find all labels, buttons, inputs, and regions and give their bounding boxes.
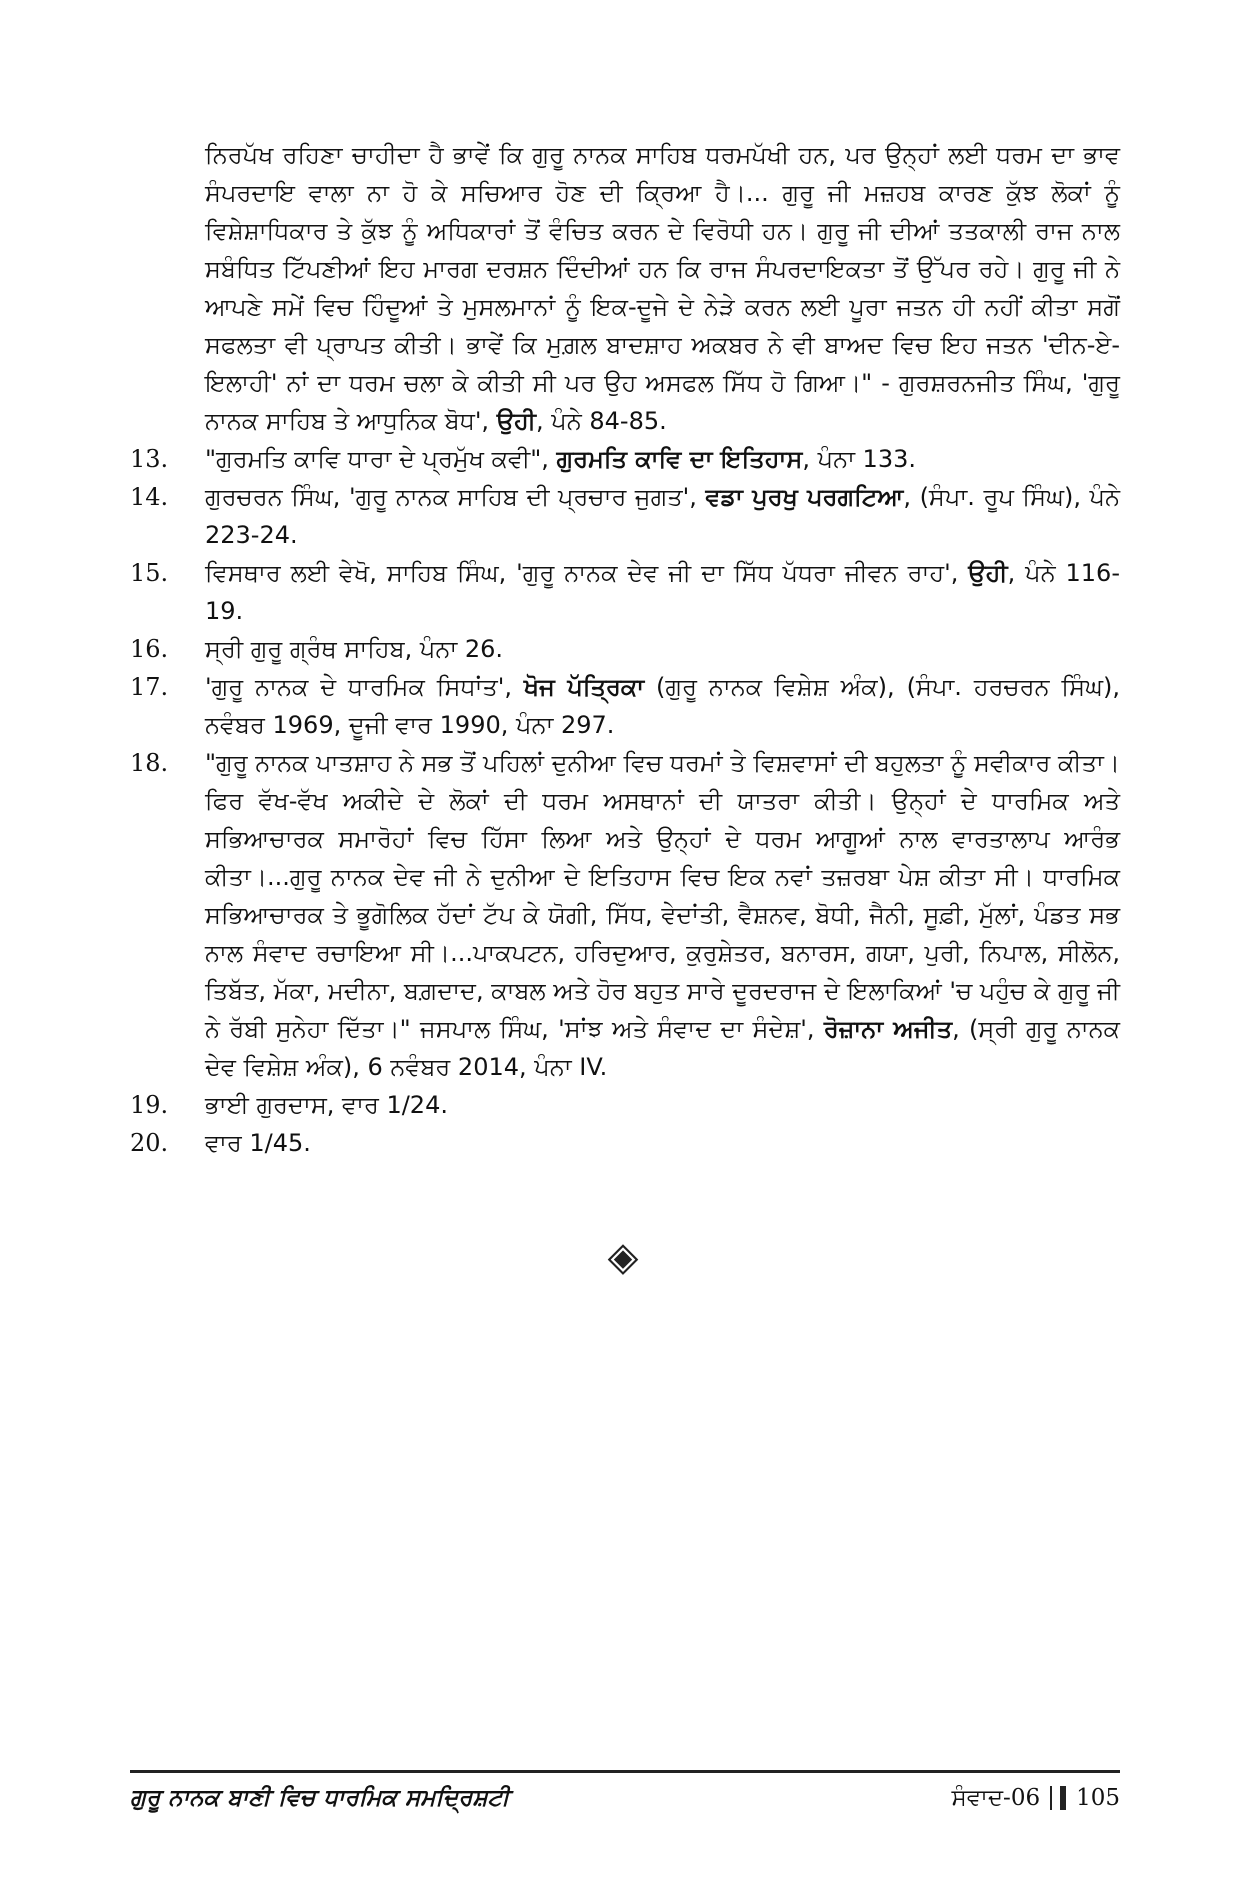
endnote-text-c: (ਗੁਰੂ ਨਾਨਕ ਵਿਸ਼ੇਸ਼ ਅੰਕ), (ਸੰਪਾ. ਹਰਚਰਨ ਸਿੰਘ), ਨਵੰਬਰ 1969, ਦੂਜੀ ਵਾਰ 1990, ਪੰਨਾ 297. bbox=[205, 673, 1120, 739]
endnote bbox=[130, 440, 1120, 478]
endnote-text bbox=[205, 440, 1120, 478]
endnote-text-c: , ਪੰਨੇ 116-19. bbox=[205, 559, 1120, 625]
endnote-text-a: ਗੁਰਚਰਨ ਸਿੰਘ, 'ਗੁਰੂ ਨਾਨਕ ਸਾਹਿਬ ਦੀ ਪ੍ਰਚਾਰ ਜੁਗਤ', bbox=[205, 483, 706, 511]
endnote-number: 13. bbox=[130, 445, 169, 473]
endnote bbox=[130, 668, 1120, 744]
page-content bbox=[130, 136, 1120, 1162]
endnote-text-c: , ਪੰਨਾ 133. bbox=[802, 445, 916, 473]
endnote bbox=[130, 1086, 1120, 1124]
footer-right bbox=[952, 1785, 1120, 1811]
endnote-number: 14. bbox=[130, 483, 169, 511]
footer-rule bbox=[130, 1770, 1120, 1773]
page-footer bbox=[130, 1778, 1120, 1818]
running-title: ਗੁਰੂ ਨਾਨਕ ਬਾਣੀ ਵਿਚ ਧਾਰਮਿਕ ਸਮਦ੍ਰਿਸ਼ਟੀ bbox=[130, 1785, 510, 1811]
section-end-ornament-icon: ◈ bbox=[607, 1234, 639, 1280]
endnote bbox=[130, 554, 1120, 630]
series-label: ਸੰਵਾਦ-06 bbox=[951, 1785, 1041, 1811]
endnote-text bbox=[205, 554, 1120, 630]
endnote-title: ਗੁਰਮਤਿ ਕਾਵਿ ਦਾ ਇਤਿਹਾਸ bbox=[556, 445, 803, 473]
endnote-text bbox=[205, 1124, 1120, 1162]
endnote-text-c: , (ਸ੍ਰੀ ਗੁਰੂ ਨਾਨਕ ਦੇਵ ਵਿਸ਼ੇਸ਼ ਅੰਕ), 6 ਨਵੰਬਰ 2014, ਪੰਨਾ IV. bbox=[205, 1015, 1120, 1081]
endnote-number: 16. bbox=[130, 635, 169, 663]
endnote-title: ਰੋਜ਼ਾਨਾ ਅਜੀਤ bbox=[823, 1015, 953, 1043]
endnote-title: ਵਡਾ ਪੁਰਖੁ ਪਰਗਟਿਆ bbox=[705, 483, 904, 511]
endnote-text-a: ਵਾਰ 1/45. bbox=[205, 1129, 311, 1157]
bars-icon bbox=[1050, 1786, 1066, 1810]
endnote bbox=[130, 478, 1120, 554]
endnote-text bbox=[205, 744, 1120, 1086]
endnote-title: ਉਹੀ bbox=[968, 559, 1008, 587]
intro-text: ਨਿਰਪੱਖ ਰਹਿਣਾ ਚਾਹੀਦਾ ਹੈ ਭਾਵੇਂ ਕਿ ਗੁਰੂ ਨਾਨਕ ਸਾਹਿਬ ਧਰਮਪੱਖੀ ਹਨ, ਪਰ ਉਨ੍ਹਾਂ ਲਈ ਧਰਮ ਦਾ ਭਾਵ ਸੰਪਰਦਾਇ ਵਾਲਾ ਨਾ ਹੋ ਕੇ ਸਚਿਆਰ ਹੋਣ ਦੀ ਕ੍ਰਿਆ ਹੈ।... ਗੁਰੂ ਜੀ ਮਜ਼ਹਬ ਕਾਰਣ ਕੁੱਝ ਲੋਕਾਂ ਨੂੰ ਵਿਸ਼ੇਸ਼ਾਧਿਕਾਰ ਤੇ ਕੁੱਝ ਨੂੰ ਅਧਿਕਾਰਾਂ ਤੋਂ ਵੰਚਿਤ ਕਰਨ ਦੇ ਵਿਰੋਧੀ ਹਨ। ਗੁਰੂ ਜੀ ਦੀਆਂ ਤਤਕਾਲੀ ਰਾਜ ਨਾਲ ਸਬੰਧਿਤ ਟਿੱਪਣੀਆਂ ਇਹ ਮਾਰਗ ਦਰਸ਼ਨ ਦਿੰਦੀਆਂ ਹਨ ਕਿ ਰਾਜ ਸੰਪਰਦਾਇਕਤਾ ਤੋਂ ਉੱਪਰ ਰਹੇ। ਗੁਰੂ ਜੀ ਨੇ ਆਪਣੇ ਸਮੇਂ ਵਿਚ ਹਿੰਦੂਆਂ ਤੇ ਮੁਸਲਮਾਨਾਂ ਨੂੰ ਇਕ-ਦੂਜੇ ਦੇ ਨੇੜੇ ਕਰਨ ਲਈ ਪੂਰਾ ਜਤਨ ਹੀ ਨਹੀਂ ਕੀਤਾ ਸਗੋਂ ਸਫਲਤਾ ਵੀ ਪ੍ਰਾਪਤ ਕੀਤੀ। ਭਾਵੇਂ ਕਿ ਮੁਗ਼ਲ ਬਾਦਸ਼ਾਹ ਅਕਬਰ ਨੇ ਵੀ ਬਾਅਦ ਵਿਚ ਇਹ ਜਤਨ 'ਦੀਨ-ਏ-ਇਲਾਹੀ' ਨਾਂ ਦਾ ਧਰਮ ਚਲਾ ਕੇ ਕੀਤੀ ਸੀ ਪਰ ਉਹ ਅਸਫਲ ਸਿੱਧ ਹੋ ਗਿਆ।" - ਗੁਰਸ਼ਰਨਜੀਤ ਸਿੰਘ, 'ਗੁਰੂ ਨਾਨਕ ਸਾਹਿਬ ਤੇ ਆਧੁਨਿਕ ਬੋਧ', bbox=[205, 141, 1120, 435]
endnote-text-a: ਸ੍ਰੀ ਗੁਰੂ ਗ੍ਰੰਥ ਸਾਹਿਬ, ਪੰਨਾ 26. bbox=[205, 635, 504, 663]
endnote-text bbox=[205, 1086, 1120, 1124]
endnote-text bbox=[205, 478, 1120, 554]
endnote-text-a: ਭਾਈ ਗੁਰਦਾਸ, ਵਾਰ 1/24. bbox=[205, 1091, 448, 1119]
endnote-text bbox=[205, 630, 1120, 668]
endnote-text-a: 'ਗੁਰੂ ਨਾਨਕ ਦੇ ਧਾਰਮਿਕ ਸਿਧਾਂਤ', bbox=[205, 673, 524, 701]
page-number: 105 bbox=[1076, 1785, 1120, 1811]
endnote-number: 19. bbox=[130, 1091, 169, 1119]
endnotes-list bbox=[130, 440, 1120, 1162]
endnote bbox=[130, 630, 1120, 668]
intro-bold: ਉਹੀ bbox=[496, 407, 536, 435]
endnote-number: 18. bbox=[130, 749, 169, 777]
intro-end: , ਪੰਨੇ 84-85. bbox=[536, 407, 667, 435]
endnote-text-c: , (ਸੰਪਾ. ਰੂਪ ਸਿੰਘ), ਪੰਨੇ 223-24. bbox=[205, 483, 1120, 549]
endnote-number: 20. bbox=[130, 1129, 169, 1157]
endnote-text bbox=[205, 668, 1120, 744]
endnote-number: 17. bbox=[130, 673, 169, 701]
endnote-text-a: ਵਿਸਥਾਰ ਲਈ ਵੇਖੋ, ਸਾਹਿਬ ਸਿੰਘ, 'ਗੁਰੂ ਨਾਨਕ ਦੇਵ ਜੀ ਦਾ ਸਿੱਧ ਪੱਧਰਾ ਜੀਵਨ ਰਾਹ', bbox=[205, 559, 969, 587]
endnote-title: ਖੋਜ ਪੱਤ੍ਰਿਕਾ bbox=[523, 673, 645, 701]
endnote bbox=[130, 744, 1120, 1086]
intro-paragraph bbox=[130, 136, 1120, 440]
endnote-text-a: "ਗੁਰਮਤਿ ਕਾਵਿ ਧਾਰਾ ਦੇ ਪ੍ਰਮੁੱਖ ਕਵੀ", bbox=[205, 445, 557, 473]
endnote-text-a: "ਗੁਰੂ ਨਾਨਕ ਪਾਤਸ਼ਾਹ ਨੇ ਸਭ ਤੋਂ ਪਹਿਲਾਂ ਦੁਨੀਆ ਵਿਚ ਧਰਮਾਂ ਤੇ ਵਿਸ਼ਵਾਸਾਂ ਦੀ ਬਹੁਲਤਾ ਨੂੰ ਸਵੀਕਾਰ ਕੀਤਾ। ਫਿਰ ਵੱਖ-ਵੱਖ ਅਕੀਦੇ ਦੇ ਲੋਕਾਂ ਦੀ ਧਰਮ ਅਸਥਾਨਾਂ ਦੀ ਯਾਤਰਾ ਕੀਤੀ। ਉਨ੍ਹਾਂ ਦੇ ਧਾਰਮਿਕ ਅਤੇ ਸਭਿਆਚਾਰਕ ਸਮਾਰੋਹਾਂ ਵਿਚ ਹਿੱਸਾ ਲਿਆ ਅਤੇ ਉਨ੍ਹਾਂ ਦੇ ਧਰਮ ਆਗੂਆਂ ਨਾਲ ਵਾਰਤਾਲਾਪ ਆਰੰਭ ਕੀਤਾ।...ਗੁਰੂ ਨਾਨਕ ਦੇਵ ਜੀ ਨੇ ਦੁਨੀਆ ਦੇ ਇਤਿਹਾਸ ਵਿਚ ਇਕ ਨਵਾਂ ਤਜ਼ਰਬਾ ਪੇਸ਼ ਕੀਤਾ ਸੀ। ਧਾਰਮਿਕ ਸਭਿਆਚਾਰਕ ਤੇ ਭੂਗੋਲਿਕ ਹੱਦਾਂ ਟੱਪ ਕੇ ਯੋਗੀ, ਸਿੱਧ, ਵੇਦਾਂਤੀ, ਵੈਸ਼ਨਵ, ਬੋਧੀ, ਜੈਨੀ, ਸੂਫ਼ੀ, ਮੁੱਲਾਂ, ਪੰਡਤ ਸਭ ਨਾਲ ਸੰਵਾਦ ਰਚਾਇਆ ਸੀ।...ਪਾਕਪਟਨ, ਹਰਿਦੁਆਰ, ਕੁਰੁਸ਼ੇਤਰ, ਬਨਾਰਸ, ਗਯਾ, ਪੁਰੀ, ਨਿਪਾਲ, ਸੀਲੋਨ, ਤਿਬੱਤ, ਮੱਕਾ, ਮਦੀਨਾ, ਬਗ਼ਦਾਦ, ਕਾਬਲ ਅਤੇ ਹੋਰ ਬਹੁਤ ਸਾਰੇ ਦੂਰਦਰਾਜ ਦੇ ਇਲਾਕਿਆਂ 'ਚ ਪਹੁੰਚ ਕੇ ਗੁਰੂ ਜੀ ਨੇ ਰੱਬੀ ਸੁਨੇਹਾ ਦਿੱਤਾ।" ਜਸਪਾਲ ਸਿੰਘ, 'ਸਾਂਝ ਅਤੇ ਸੰਵਾਦ ਦਾ ਸੰਦੇਸ਼', bbox=[205, 749, 1121, 1043]
endnote-number: 15. bbox=[130, 559, 169, 587]
endnote bbox=[130, 1124, 1120, 1162]
